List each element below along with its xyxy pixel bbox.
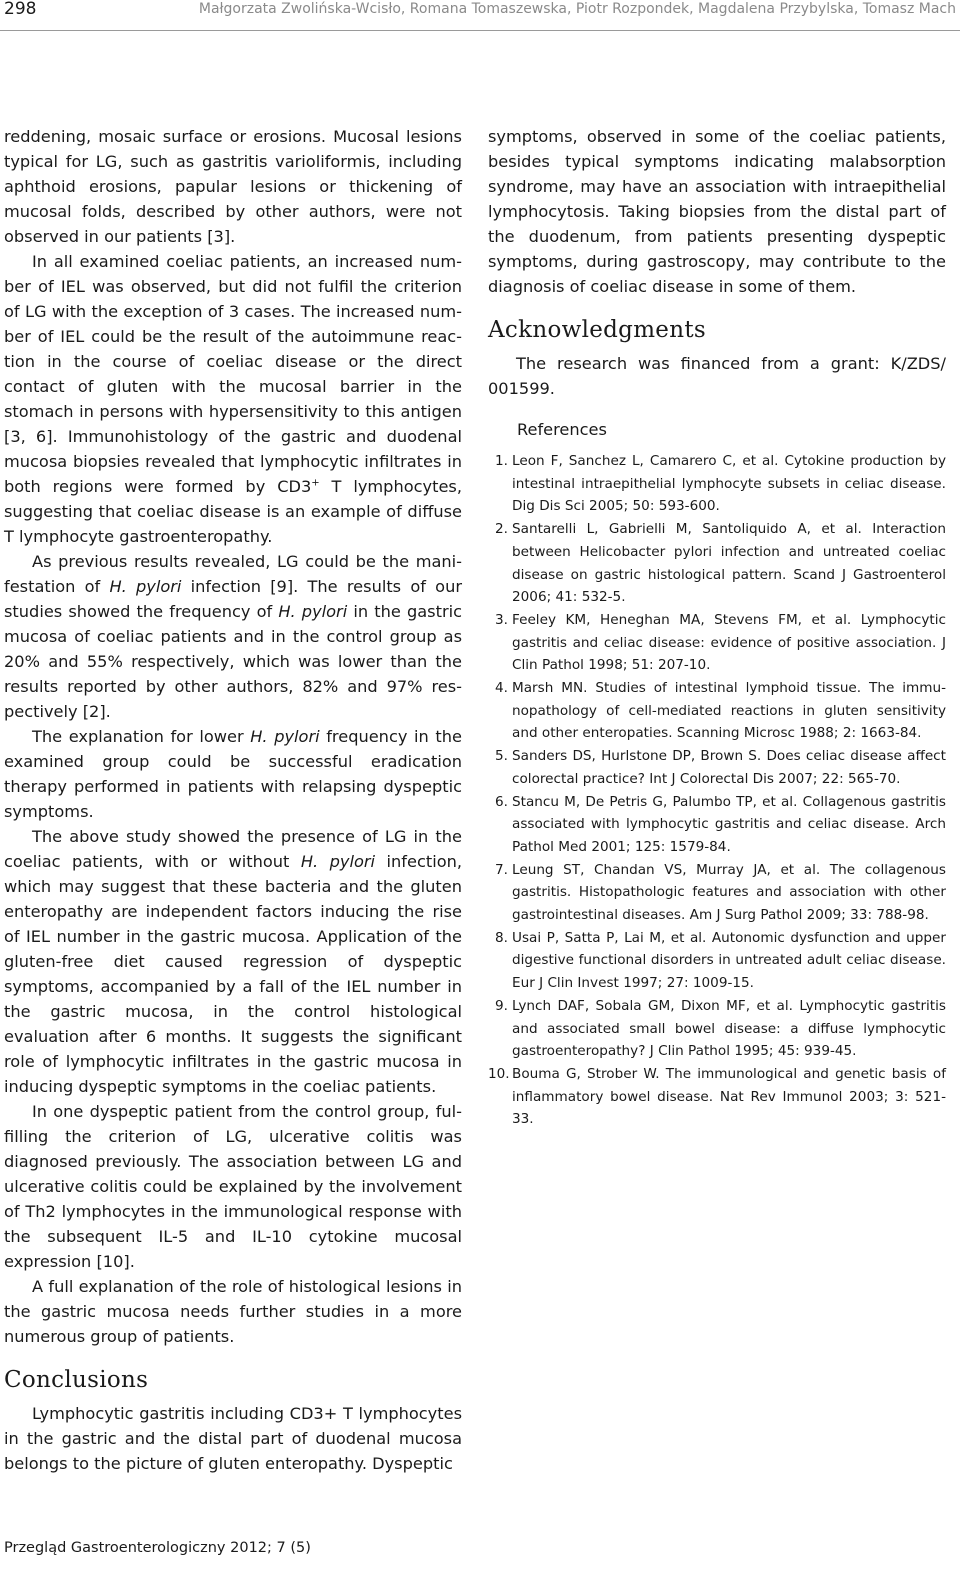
reference-text: Leung ST, Chandan VS, Murray JA, et al. The collagenous gastritis. Histopathologic features and association with other gastrointestinal diseases. Am J Surg Pathol 2009; 33: 788-98. (512, 861, 946, 924)
reference-number: 2. (495, 521, 508, 538)
reference-text: Stancu M, De Petris G, Palumbo TP, et al. Collagenous gastritis associated with lymphocytic gastritis and celiac disease. Arch Pathol Med 2001; 125: 1579-84. (512, 793, 946, 855)
reference-item (488, 859, 946, 927)
reference-number: 8. (495, 929, 508, 946)
paragraph: The above study showed the presence of LG in the coeliac patients, with or without H. pylori infection, which may suggest that these bacteria and the gluten enteropathy are independent factors inducing the rise of IEL number in the gastric mucosa. Application of the gluten-free diet caused regression of dyspeptic symptoms, accompanied by a fall of the IEL number in the gastric mucosa, in the control histological evaluation after 6 months. It suggests the significant role of lymphocytic infiltrates in the gastric mucosa in inducing dyspeptic symptoms in the coeliac patients. (4, 827, 462, 1096)
acknowledgments-paragraph: The research was financed from a grant: K/ZDS/ 001599. (488, 354, 946, 398)
page-header (0, 0, 960, 31)
left-column (4, 124, 462, 1476)
reference-text: Sanders DS, Hurlstone DP, Brown S. Does celiac disease affect colorectal practice? Int J Colorectal Dis 2007; 22: 565-70. (512, 748, 946, 787)
reference-item (488, 995, 946, 1063)
references-list (488, 450, 946, 1131)
paragraph: In all examined coeliac patients, an increased number of IEL was observed, but did not fulfil the criterion of LG with the exception of 3 cases. The increased number of IEL could be the result of the autoimmune reaction in the course of coeliac disease or the direct contact of gluten with the mucosal barrier in the stomach in persons with hypersensitivity to this antigen [3, 6]. Immunohistology of the gastric and duodenal mucosa biopsies revealed that lymphocytic infiltrates in both regions were formed by CD3+ T lymphocytes, suggesting that coeliac disease is an example of diffuse T lymphocyte gastroenteropathy. (4, 252, 462, 546)
paragraph: reddening, mosaic surface or erosions. Mucosal lesions typical for LG, such as gastritis varioliformis, including aphthoid erosions, papular lesions or thickening of mucosal folds, described by other authors, were not observed in our patients [3]. (4, 127, 462, 246)
superscript: + (311, 477, 320, 489)
paragraph: In one dyspeptic patient from the control group, fulfilling the criterion of LG, ulcerative colitis was diagnosed previously. The association between LG and ulcerative colitis could be explained by the involvement of Th2 lymphocytes in the immunological response with the subsequent IL-5 and IL-10 cytokine mucosal expression [10]. (4, 1102, 462, 1271)
italic-term: H. pylori (250, 727, 320, 746)
page-number: 298 (4, 0, 37, 19)
reference-number: 7. (495, 861, 508, 878)
reference-item (488, 609, 946, 677)
reference-number: 4. (495, 680, 508, 697)
reference-text: Lynch DAF, Sobala GM, Dixon MF, et al. Lymphocytic gastritis and associated small bowel disease: a diffuse lymphocytic gastroenteropathy? J Clin Pathol 1995; 45: 939-45. (512, 997, 946, 1060)
reference-text: Leon F, Sanchez L, Camarero C, et al. Cytokine production by intestinal intraepithelial lymphocyte subsets in celiac disease. Dig Dis Sci 2005; 50: 593-600. (512, 453, 946, 515)
italic-term: H. pylori (300, 852, 376, 871)
reference-text: Bouma G, Strober W. The immunological and genetic basis of inflammatory bowel disease. Nat Rev Immunol 2003; 3: 521-33. (512, 1065, 946, 1128)
reference-number: 1. (495, 453, 508, 469)
paragraph: The explanation for lower H. pylori frequency in the examined group could be successful eradication therapy performed in patients with relapsing dyspeptic symptoms. (4, 727, 462, 821)
reference-item (488, 677, 946, 745)
reference-item (488, 791, 946, 859)
reference-text: Feeley KM, Heneghan MA, Stevens FM, et al. Lymphocytic gastritis and celiac disease: evidence of positive association. J Clin Pathol 1998; 51: 207-10. (512, 611, 946, 674)
paragraph: As previous results revealed, LG could be the manifestation of H. pylori infection [9]. The results of our studies showed the frequency of H. pylori in the gastric mucosa of coeliac patients and in the control group as 20% and 55% respectively, which was lower than the results reported by other authors, 82% and 97% respectively [2]. (4, 552, 463, 721)
italic-term: H. pylori (278, 602, 348, 621)
reference-text: Marsh MN. Studies of intestinal lymphoid tissue. The immunopathology of cell-mediated reactions in gluten sensitivity and other enteropaties. Scanning Microsc 1988; 2: 1663-84. (512, 680, 946, 742)
reference-item (488, 927, 946, 995)
conclusions-paragraph: Lymphocytic gastritis including CD3+ T lymphocytes in the gastric and the distal part of duodenal mucosa belongs to the picture of gluten enteropathy. Dyspeptic (4, 1404, 462, 1473)
reference-number: 5. (495, 748, 508, 765)
reference-text: Santarelli L, Gabrielli M, Santoliquido A, et al. Interaction between Helicobacter pylori infection and untreated coeliac disease on gastric histological pattern. Scand J Gastroenterol 2006; 41: 532-5. (512, 521, 946, 606)
reference-item (488, 745, 946, 790)
reference-number: 10. (488, 1065, 510, 1082)
reference-number: 9. (495, 997, 508, 1014)
reference-number: 6. (495, 793, 508, 810)
right-column (488, 124, 946, 1131)
paragraph: symptoms, observed in some of the coeliac patients, besides typical symptoms indicating malabsorption syndrome, may have an association with intraepithelial lymphocytosis. Taking biopsies from the distal part of the duodenum, from patients presenting dyspeptic symptoms, during gastroscopy, may contribute to the diagnosis of coeliac disease in some of them. (488, 127, 946, 296)
running-head-authors: Małgorzata Zwolińska-Wcisło, Romana Tomaszewska, Piotr Rozpondek, Magdalena Przybylska, Tomasz Mach (198, 1, 956, 17)
page-footer-journal: Przegląd Gastroenterologiczny 2012; 7 (5) (4, 1540, 311, 1556)
references-heading: References (517, 420, 607, 439)
conclusions-heading: Conclusions (4, 1367, 149, 1393)
reference-item (488, 450, 946, 518)
reference-number: 3. (495, 611, 508, 628)
reference-item (488, 518, 946, 609)
reference-item (488, 1063, 946, 1131)
italic-term: H. pylori (109, 577, 182, 596)
acknowledgments-heading: Acknowledgments (488, 317, 706, 343)
paragraph: A full explanation of the role of histological lesions in the gastric mucosa needs further studies in a more numerous group of patients. (4, 1277, 462, 1346)
reference-text: Usai P, Satta P, Lai M, et al. Autonomic dysfunction and upper digestive functional disorders in untreated adult celiac disease. Eur J Clin Invest 1997; 27: 1009-15. (512, 929, 946, 992)
